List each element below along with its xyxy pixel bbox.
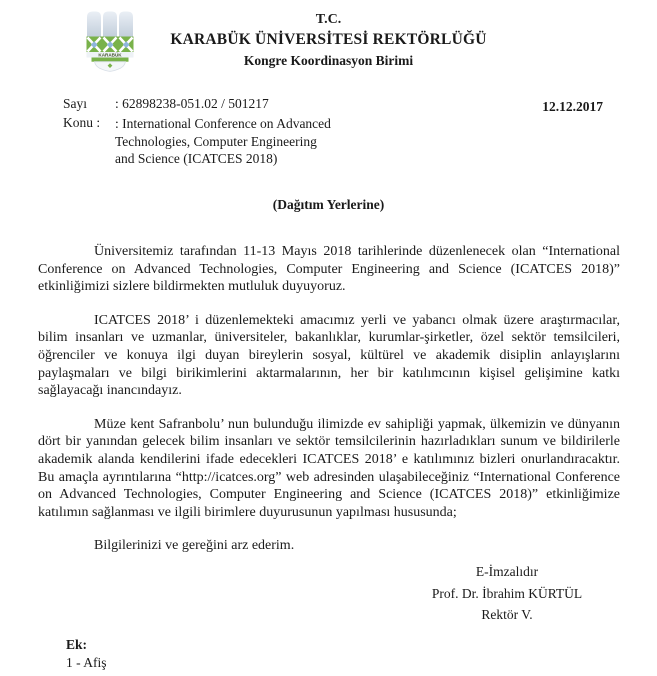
signature-name: Prof. Dr. İbrahim KÜRTÜL [431,585,583,601]
distribution-line: (Dağıtım Yerlerine) [272,197,385,212]
letter-date: 12.12.2017 [542,99,603,114]
signature-block [412,561,602,626]
sayi-value: : 62898238-051.02 / 501217 [115,96,269,111]
attachment-item: 1 - Afiş [66,654,107,670]
letterhead-tc: T.C. [315,12,342,27]
paragraph-3: Müze kent Safranbolu’ nun bulunduğu ilimizde ev sahipliği yapmak, ülkemizin ve dünyanın dört bir yanından gelecek bilim insanları ve sektör temsilcilerinin hazırladıkları sunum ve bildirilerle akademik alanda kendilerini ifade edecekleri ICATCES 2018’ e katılımınız bizleri onurlandıracaktır. Bu amaçla ayrıntılarına “http://icatces.org” web adresinden ulaşabileceğiniz “International Conference on Advanced Technologies, Computer Engineering and Science (ICATCES 2018)” etkinliğimize katılımın sağlanması ve ilgili birimlere duyurusunun yapılması hususunda; [38,416,620,520]
letterhead [0,12,657,69]
sayi-label: Sayı [63,96,88,111]
signature-esign: E-İmzalıdır [475,564,539,579]
attachment-block [66,636,107,671]
konu-value-line-3: and Science (ICATCES 2018) [115,151,278,166]
konu-value-line-2: Technologies, Computer Engineering [115,133,317,149]
letter-meta [63,96,617,168]
konu-value [115,115,493,168]
konu-value-line-1: : International Conference on Advanced [115,116,331,131]
paragraph-2: ICATCES 2018’ i düzenlemekteki amacımız yerli ve yabancı olmak üzere araştırmacılar, bilim insanları ve uzmanlar, üniversiteler, bakanlıklar, kurumlar-şirketler, özel sektör temsilcileri, öğrenciler ve konuya ilgi duyan bireylerin sosyal, kültürel ve akademik disiplin anlayışlarını paylaşmaları ve bilgi birikimlerini aktarmalarının, her bir katılımcının kişisel gelişimine katkı sağlayacağı inancındayız. [38,312,620,399]
letter-body [38,243,620,555]
letterhead-department: Kongre Koordinasyon Birimi [243,53,414,68]
attachment-label: Ek: [66,637,88,652]
konu-label: Konu : [63,115,101,130]
paragraph-1: Üniversitemiz tarafından 11-13 Mayıs 2018 tarihlerinde düzenlenecek olan “International Conference on Advanced Technologies, Computer Engineering and Science (ICATCES 2018)” etkinliğimizi sizlere bildirmekten mutluluk duyuyoruz. [38,244,620,295]
closing-line: Bilgilerinizi ve gereğini arz ederim. [94,538,295,554]
letterhead-university-name: KARABÜK ÜNİVERSİTESİ REKTÖRLÜĞÜ [170,31,487,48]
signature-title: Rektör V. [481,607,533,622]
svg-text:KARABÜK: KARABÜK [98,52,122,58]
